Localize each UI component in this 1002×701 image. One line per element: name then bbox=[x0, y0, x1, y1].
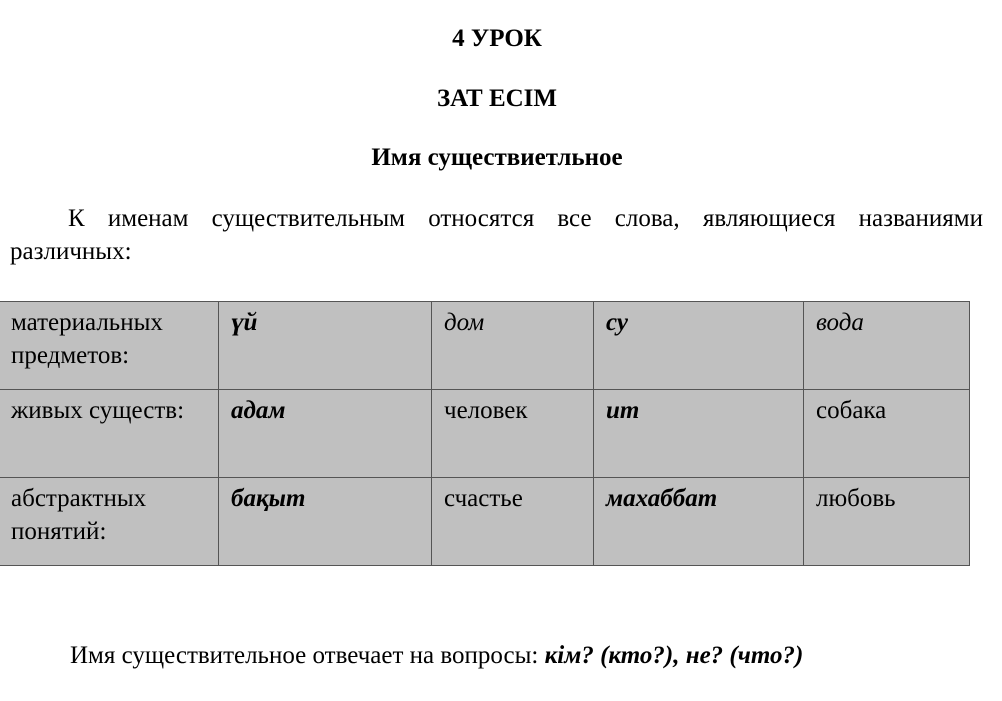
russian-title-heading: Имя существиетльное bbox=[371, 144, 623, 171]
russian-word-cell: счастье bbox=[432, 478, 594, 566]
russian-word-cell: дом bbox=[432, 302, 594, 390]
kazakh-word-cell: үй bbox=[219, 302, 432, 390]
table-row bbox=[0, 478, 970, 566]
intro-paragraph: К именам существительным относятся все слова, являющиеся названиями различных: bbox=[10, 205, 983, 265]
kazakh-word-cell: ит bbox=[594, 390, 804, 478]
question-words: кім? (кто?), не? (что?) bbox=[544, 642, 804, 669]
russian-word-cell: человек bbox=[432, 390, 594, 478]
category-cell: живых существ: bbox=[0, 390, 219, 478]
russian-word-cell: любовь bbox=[804, 478, 970, 566]
kazakh-word-cell: бақыт bbox=[219, 478, 432, 566]
question-text: Имя существительное отвечает на вопросы: bbox=[70, 642, 545, 669]
russian-word-cell: вода bbox=[804, 302, 970, 390]
category-cell: абстрактных понятий: bbox=[0, 478, 219, 566]
category-cell: материальных предметов: bbox=[0, 302, 219, 390]
kazakh-word-cell: су bbox=[594, 302, 804, 390]
noun-examples-table bbox=[0, 301, 970, 566]
table-row bbox=[0, 302, 970, 390]
table-row bbox=[0, 390, 970, 478]
kazakh-title-heading: ЗАТ ЕСІМ bbox=[436, 85, 558, 112]
russian-word-cell: собака bbox=[804, 390, 970, 478]
kazakh-word-cell: махаббат bbox=[594, 478, 804, 566]
question-sentence bbox=[70, 641, 803, 671]
kazakh-word-cell: адам bbox=[219, 390, 432, 478]
lesson-number-heading: 4 УРОК bbox=[452, 25, 542, 52]
